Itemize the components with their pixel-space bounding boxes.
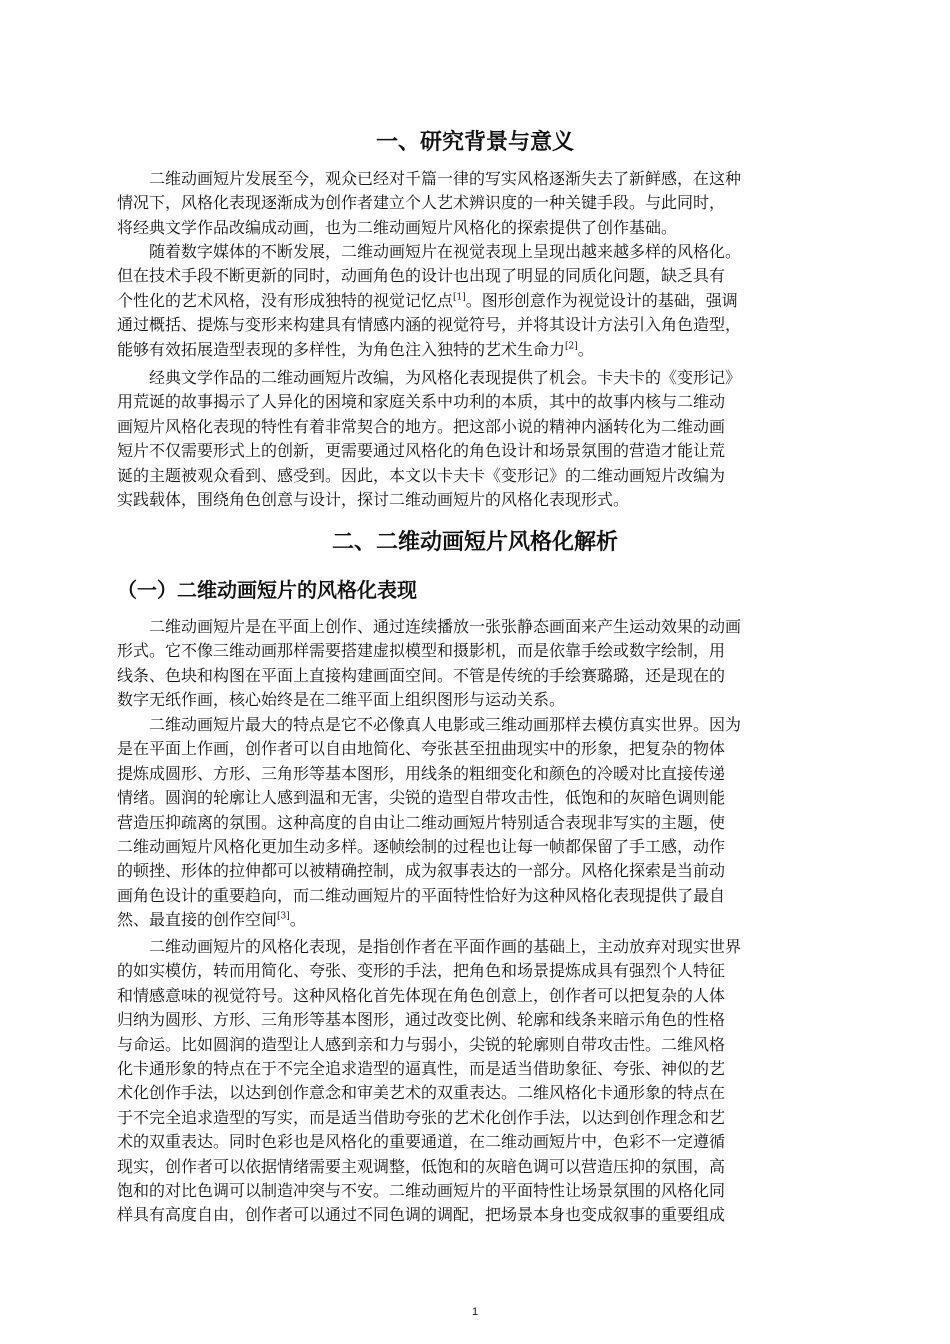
text-line: 画短片风格化表现的特性有着非常契合的地方。把这部小说的精神内涵转化为二维动画 [117, 416, 726, 436]
text-fragment: 然、最直接的创作空间 [117, 910, 278, 930]
text-line: 情绪。圆润的轮廓让人感到温和无害，尖锐的造型自带攻击性，低饱和的灰暗色调则能 [117, 788, 726, 808]
text-fragment: 。 [577, 339, 594, 359]
text-line: 二维动画短片风格化更加生动多样。逐帧绘制的过程也让每一帧都保留了手工感，动作 [117, 837, 726, 857]
text-line: 但在技术手段不断更新的同时，动画角色的设计也出现了明显的同质化问题，缺乏具有 [117, 266, 726, 286]
text-line: 营造压抑疏离的氛围。这种高度的自由让二维动画短片特别适合表现非写实的主题，使 [117, 812, 726, 832]
citation-ref: [3] [277, 911, 290, 922]
text-line: 和情感意味的视觉符号。这种风格化首先体现在角色创意上，创作者可以把复杂的人体 [117, 985, 726, 1005]
text-fragment: 能够有效拓展造型表现的多样性，为角色注入独特的艺术生命力 [117, 339, 566, 359]
citation-ref: [1] [453, 292, 466, 303]
text-line [117, 289, 839, 313]
text-line: 饱和的对比色调可以制造冲突与不安。二维动画短片的平面特性让场景氛围的风格化同 [117, 1181, 726, 1201]
paragraph [117, 935, 839, 1228]
text-line: 的顿挫、形体的拉伸都可以被精确控制，成为叙事表达的一部分。风格化探索是当前动 [117, 861, 726, 881]
text-line: 诞的主题被观众看到、感受到。因此，本文以卡夫卡《变形记》的二维动画短片改编为 [117, 465, 726, 485]
text-fragment: 个性化的艺术风格，没有形成独特的视觉记忆点 [117, 290, 454, 310]
text-line: 与命运。比如圆润的造型让人感到亲和力与弱小，尖锐的轮廓则自带攻击性。二维风格 [117, 1034, 726, 1054]
text-line: 二维动画短片最大的特点是它不必像真人电影或三维动画那样去模仿真实世界。因为 [117, 715, 742, 734]
citation-ref: [2] [565, 341, 578, 352]
paragraph [117, 167, 839, 240]
page-number: 1 [471, 1306, 479, 1318]
text-line: 情况下，风格化表现逐渐成为创作者建立个人艺术辨识度的一种关键手段。与此同时， [117, 193, 726, 213]
text-line: 短片不仅需要形式上的创新，更需要通过风格化的角色设计和场景氛围的营造才能让荒 [117, 441, 726, 461]
text-line: 形式。它不像三维动画那样需要搭建虚拟模型和摄影机，而是依靠手绘或数字绘制，用 [117, 641, 726, 661]
paragraph [117, 240, 839, 362]
paragraph [117, 366, 839, 512]
subsection-heading: （一）二维动画短片的风格化表现 [117, 578, 417, 602]
text-line: 现实，创作者可以依据情绪需要主观调整，低饱和的灰暗色调可以营造压抑的氛围，高 [117, 1156, 726, 1176]
text-line [117, 908, 839, 932]
text-line: 归纳为圆形、方形、三角形等基本图形，通过改变比例、轮廓和线条来暗示角色的性格 [117, 1010, 726, 1030]
text-line: 经典文学作品的二维动画短片改编，为风格化表现提供了机会。卡夫卡的《变形记》 [117, 368, 742, 387]
text-line: 二维动画短片发展至今，观众已经对千篇一律的写实风格逐渐失去了新鲜感，在这种 [117, 169, 742, 188]
text-fragment: 。图形创意作为视觉设计的基础，强调 [465, 290, 738, 310]
text-line: 的如实模仿，转而用简化、夸张、变形的手法，把角色和场景提炼成具有强烈个人特征 [117, 961, 726, 981]
text-line: 是在平面上作画，创作者可以自由地简化、夸张甚至扭曲现实中的形象，把复杂的物体 [117, 739, 726, 759]
text-line: 实践载体，围绕角色创意与设计，探讨二维动画短片的风格化表现形式。 [117, 490, 630, 510]
text-line: 画角色设计的重要趋向，而二维动画短片的平面特性恰好为这种风格化表现提供了最自 [117, 885, 726, 905]
text-line: 随着数字媒体的不断发展，二维动画短片在视觉表现上呈现出越来越多样的风格化。 [117, 242, 742, 261]
text-line: 化卡通形象的特点在于不完全追求造型的逼真性，而是适当借助象征、夸张、神似的艺 [117, 1059, 726, 1079]
text-line: 线条、色块和构图在平面上直接构建画面空间。不管是传统的手绘赛璐璐，还是现在的 [117, 665, 726, 685]
paragraph [117, 615, 839, 713]
section-heading-2: 二、二维动画短片风格化解析 [331, 530, 618, 555]
text-line: 数字无纸作画，核心始终是在二维平面上组织图形与运动关系。 [117, 690, 566, 710]
text-line: 二维动画短片是在平面上创作、通过连续播放一张张静态画面来产生运动效果的动画 [117, 617, 742, 636]
text-line: 术化创作手法，以达到创作意念和审美艺术的双重表达。二维风格化卡通形象的特点在 [117, 1083, 726, 1103]
text-line: 提炼成圆形、方形、三角形等基本图形，用线条的粗细变化和颜色的冷暖对比直接传递 [117, 763, 726, 783]
text-line [117, 338, 839, 362]
paragraph [117, 713, 839, 933]
text-line: 用荒诞的故事揭示了人异化的困境和家庭关系中功利的本质，其中的故事内核与二维动 [117, 392, 726, 412]
text-line: 二维动画短片的风格化表现，是指创作者在平面作画的基础上，主动放弃对现实世界 [117, 937, 742, 956]
text-line: 术的双重表达。同时色彩也是风格化的重要通道，在二维动画短片中，色彩不一定遵循 [117, 1132, 726, 1152]
text-line: 样具有高度自由，创作者可以通过不同色调的调配，把场景本身也变成叙事的重要组成 [117, 1205, 726, 1225]
text-line: 于不完全追求造型的写实，而是适当借助夸张的艺术化创作手法，以达到创作理念和艺 [117, 1107, 726, 1127]
text-fragment: 。 [289, 910, 306, 930]
text-line: 通过概括、提炼与变形来构建具有情感内涵的视觉符号，并将其设计方法引入角色造型， [117, 315, 742, 335]
section-heading-1: 一、研究背景与意义 [375, 130, 574, 155]
text-line: 将经典文学作品改编成动画，也为二维动画短片风格化的探索提供了创作基础。 [117, 217, 678, 237]
